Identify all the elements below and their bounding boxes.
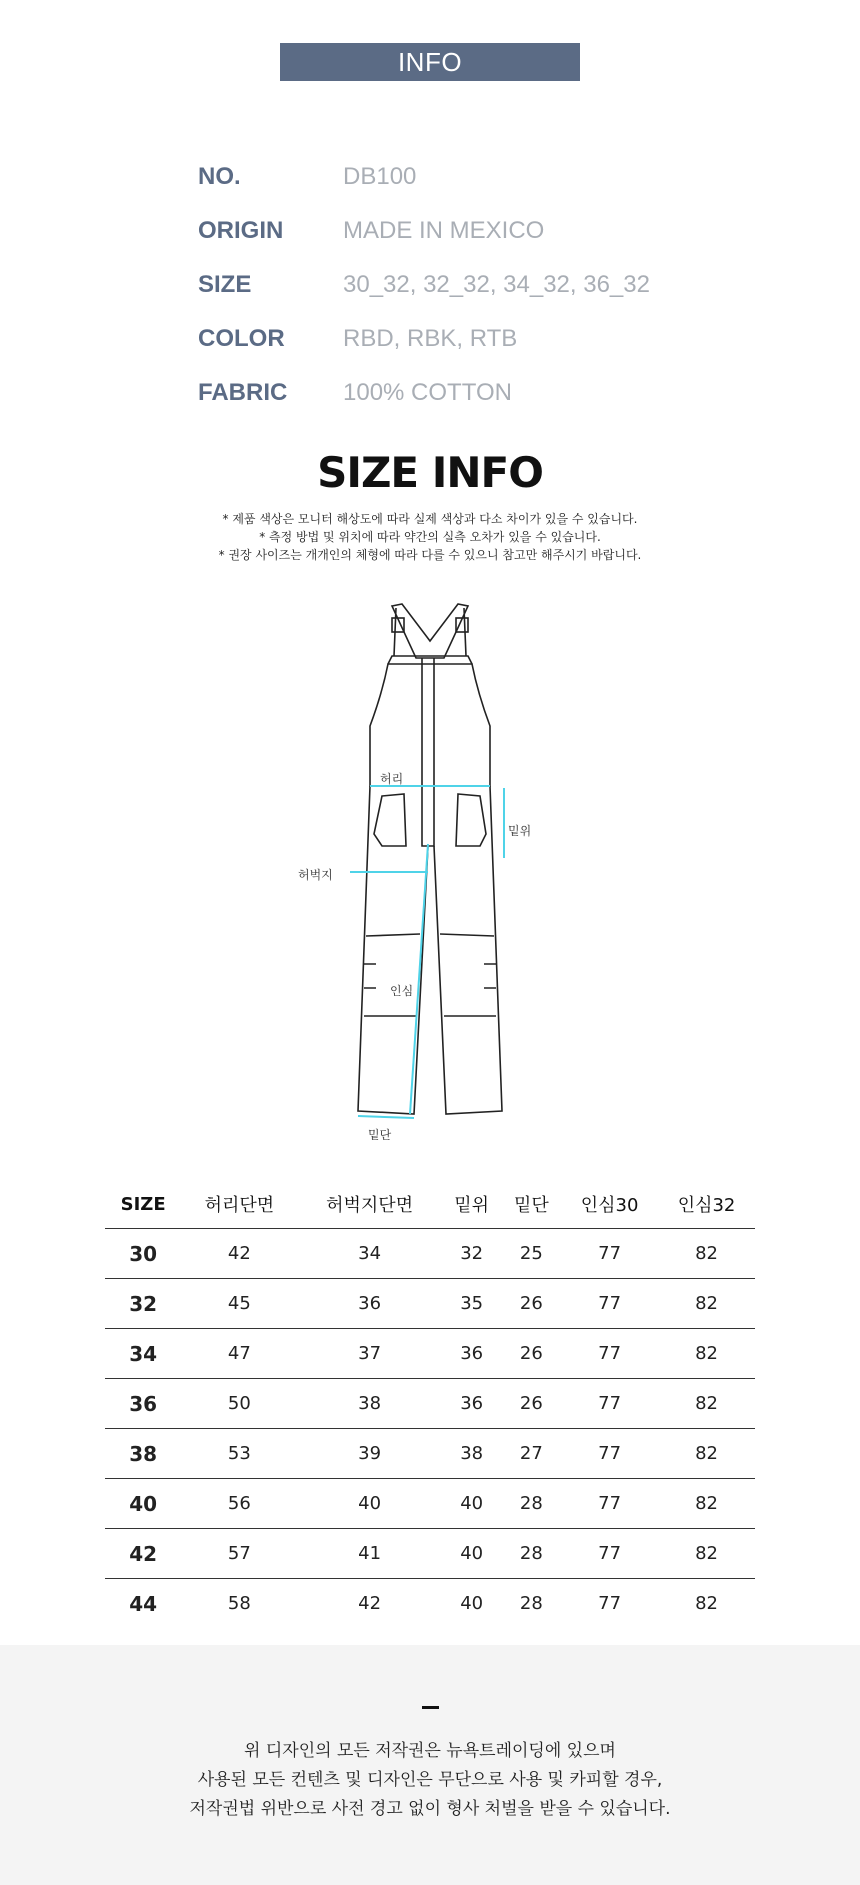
table-cell: 36 xyxy=(297,1279,441,1329)
table-cell: 36 xyxy=(442,1379,502,1429)
spec-value: MADE IN MEXICO xyxy=(343,217,545,244)
size-notes xyxy=(0,510,860,564)
table-cell: 77 xyxy=(598,1593,622,1614)
table-cell: 47 xyxy=(181,1329,297,1379)
table-cell: 32 xyxy=(442,1229,502,1279)
copyright-text xyxy=(0,1737,860,1824)
overalls-diagram xyxy=(298,596,550,1146)
table-cell: 50 xyxy=(181,1379,297,1429)
spec-key: NO. xyxy=(198,163,241,190)
table-cell: 34 xyxy=(297,1229,441,1279)
table-cell: 42 xyxy=(181,1229,297,1279)
spec-row-origin xyxy=(198,204,650,258)
table-row xyxy=(105,1429,755,1479)
info-banner-label: INFO xyxy=(397,46,463,77)
size-cell: 40 xyxy=(105,1479,181,1529)
hem-label: 밑단 xyxy=(368,1128,392,1142)
spec-value: RBD, RBK, RTB xyxy=(343,325,518,352)
spec-value: DB100 xyxy=(343,163,417,190)
spec-key: SIZE xyxy=(198,271,252,298)
spec-value: 30_32, 32_32, 34_32, 36_32 xyxy=(343,271,650,298)
size-note: * 제품 색상은 모니터 해상도에 따라 실제 색상과 다소 차이가 있을 수 있습니다. xyxy=(222,512,638,526)
header-cell: 밑위 xyxy=(442,1180,502,1229)
table-cell: 26 xyxy=(502,1329,562,1379)
table-cell: 42 xyxy=(358,1593,382,1614)
copyright-line: 저작권법 위반으로 사전 경고 없이 형사 처벌을 받을 수 있습니다. xyxy=(189,1799,671,1819)
footer-divider xyxy=(422,1706,439,1709)
table-cell: 40 xyxy=(442,1479,502,1529)
table-cell: 82 xyxy=(658,1529,755,1579)
size-table-header xyxy=(105,1180,755,1229)
table-cell: 28 xyxy=(502,1529,562,1579)
table-cell: 82 xyxy=(658,1229,755,1279)
header-cell: 허벅지단면 xyxy=(297,1180,441,1229)
table-cell: 82 xyxy=(658,1329,755,1379)
table-cell: 82 xyxy=(658,1479,755,1529)
table-cell: 38 xyxy=(442,1429,502,1479)
table-cell: 41 xyxy=(297,1529,441,1579)
table-cell: 77 xyxy=(561,1279,658,1329)
spec-list xyxy=(198,150,650,420)
table-cell: 58 xyxy=(227,1593,251,1614)
size-cell: 30 xyxy=(105,1229,181,1279)
table-row xyxy=(105,1579,755,1629)
size-cell: 34 xyxy=(105,1329,181,1379)
size-cell: 36 xyxy=(105,1379,181,1429)
header-cell: 허리단면 xyxy=(181,1180,297,1229)
table-cell: 25 xyxy=(502,1229,562,1279)
table-cell: 77 xyxy=(561,1529,658,1579)
size-note: * 측정 방법 및 위치에 따라 약간의 실측 오차가 있을 수 있습니다. xyxy=(259,530,601,544)
table-cell: 28 xyxy=(519,1593,543,1614)
table-row xyxy=(105,1479,755,1529)
table-cell: 77 xyxy=(561,1379,658,1429)
header-cell: SIZE xyxy=(105,1180,181,1229)
spec-key: ORIGIN xyxy=(198,217,284,244)
table-cell: 37 xyxy=(297,1329,441,1379)
spec-row-fabric xyxy=(198,366,650,420)
spec-row-no xyxy=(198,150,650,204)
spec-row-color xyxy=(198,312,650,366)
table-cell: 56 xyxy=(181,1479,297,1529)
spec-key: COLOR xyxy=(198,325,285,352)
copyright-footer xyxy=(0,1645,860,1885)
table-cell: 77 xyxy=(561,1229,658,1279)
table-cell: 40 xyxy=(297,1479,441,1529)
header-cell: 밑단 xyxy=(502,1180,562,1229)
table-cell: 77 xyxy=(561,1329,658,1379)
table-cell: 36 xyxy=(442,1329,502,1379)
table-cell: 40 xyxy=(442,1529,502,1579)
info-banner xyxy=(280,43,580,81)
table-cell: 35 xyxy=(442,1279,502,1329)
spec-row-size xyxy=(198,258,650,312)
table-cell: 77 xyxy=(561,1429,658,1479)
table-cell: 28 xyxy=(502,1479,562,1529)
spec-value: 100% COTTON xyxy=(343,379,512,406)
table-row xyxy=(105,1379,755,1429)
table-row xyxy=(105,1229,755,1279)
table-cell: 27 xyxy=(502,1429,562,1479)
spec-key: FABRIC xyxy=(198,379,288,406)
table-row xyxy=(105,1529,755,1579)
copyright-line: 위 디자인의 모든 저작권은 뉴욕트레이딩에 있으며 xyxy=(244,1741,616,1761)
table-cell: 26 xyxy=(502,1379,562,1429)
size-info-title: SIZE INFO xyxy=(317,448,543,497)
size-cell: 42 xyxy=(105,1529,181,1579)
table-cell: 45 xyxy=(181,1279,297,1329)
table-cell: 53 xyxy=(181,1429,297,1479)
table-cell: 38 xyxy=(297,1379,441,1429)
table-row xyxy=(105,1329,755,1379)
table-cell: 82 xyxy=(658,1279,755,1329)
size-table xyxy=(105,1180,755,1628)
size-cell: 44 xyxy=(129,1591,158,1616)
size-note: * 권장 사이즈는 개개인의 체형에 따라 다를 수 있으니 참고만 해주시기 바랍니다. xyxy=(218,548,642,562)
table-cell: 82 xyxy=(695,1593,718,1614)
inseam-label: 인심 xyxy=(390,984,414,998)
thigh-label: 허벅지 xyxy=(298,868,333,882)
table-cell: 39 xyxy=(297,1429,441,1479)
header-cell: 인심32 xyxy=(658,1180,755,1229)
size-cell: 32 xyxy=(105,1279,181,1329)
copyright-line: 사용된 모든 컨텐츠 및 디자인은 무단으로 사용 및 카피할 경우, xyxy=(197,1770,663,1790)
table-cell: 82 xyxy=(658,1429,755,1479)
overalls-illustration xyxy=(310,596,550,1146)
table-cell: 82 xyxy=(658,1379,755,1429)
header-cell: 인심30 xyxy=(561,1180,658,1229)
waist-label: 허리 xyxy=(380,772,404,786)
table-cell: 77 xyxy=(561,1479,658,1529)
table-row xyxy=(105,1279,755,1329)
table-cell: 40 xyxy=(460,1593,484,1614)
rise-label: 밑위 xyxy=(508,824,532,838)
table-cell: 26 xyxy=(502,1279,562,1329)
size-cell: 38 xyxy=(105,1429,181,1479)
table-cell: 57 xyxy=(181,1529,297,1579)
